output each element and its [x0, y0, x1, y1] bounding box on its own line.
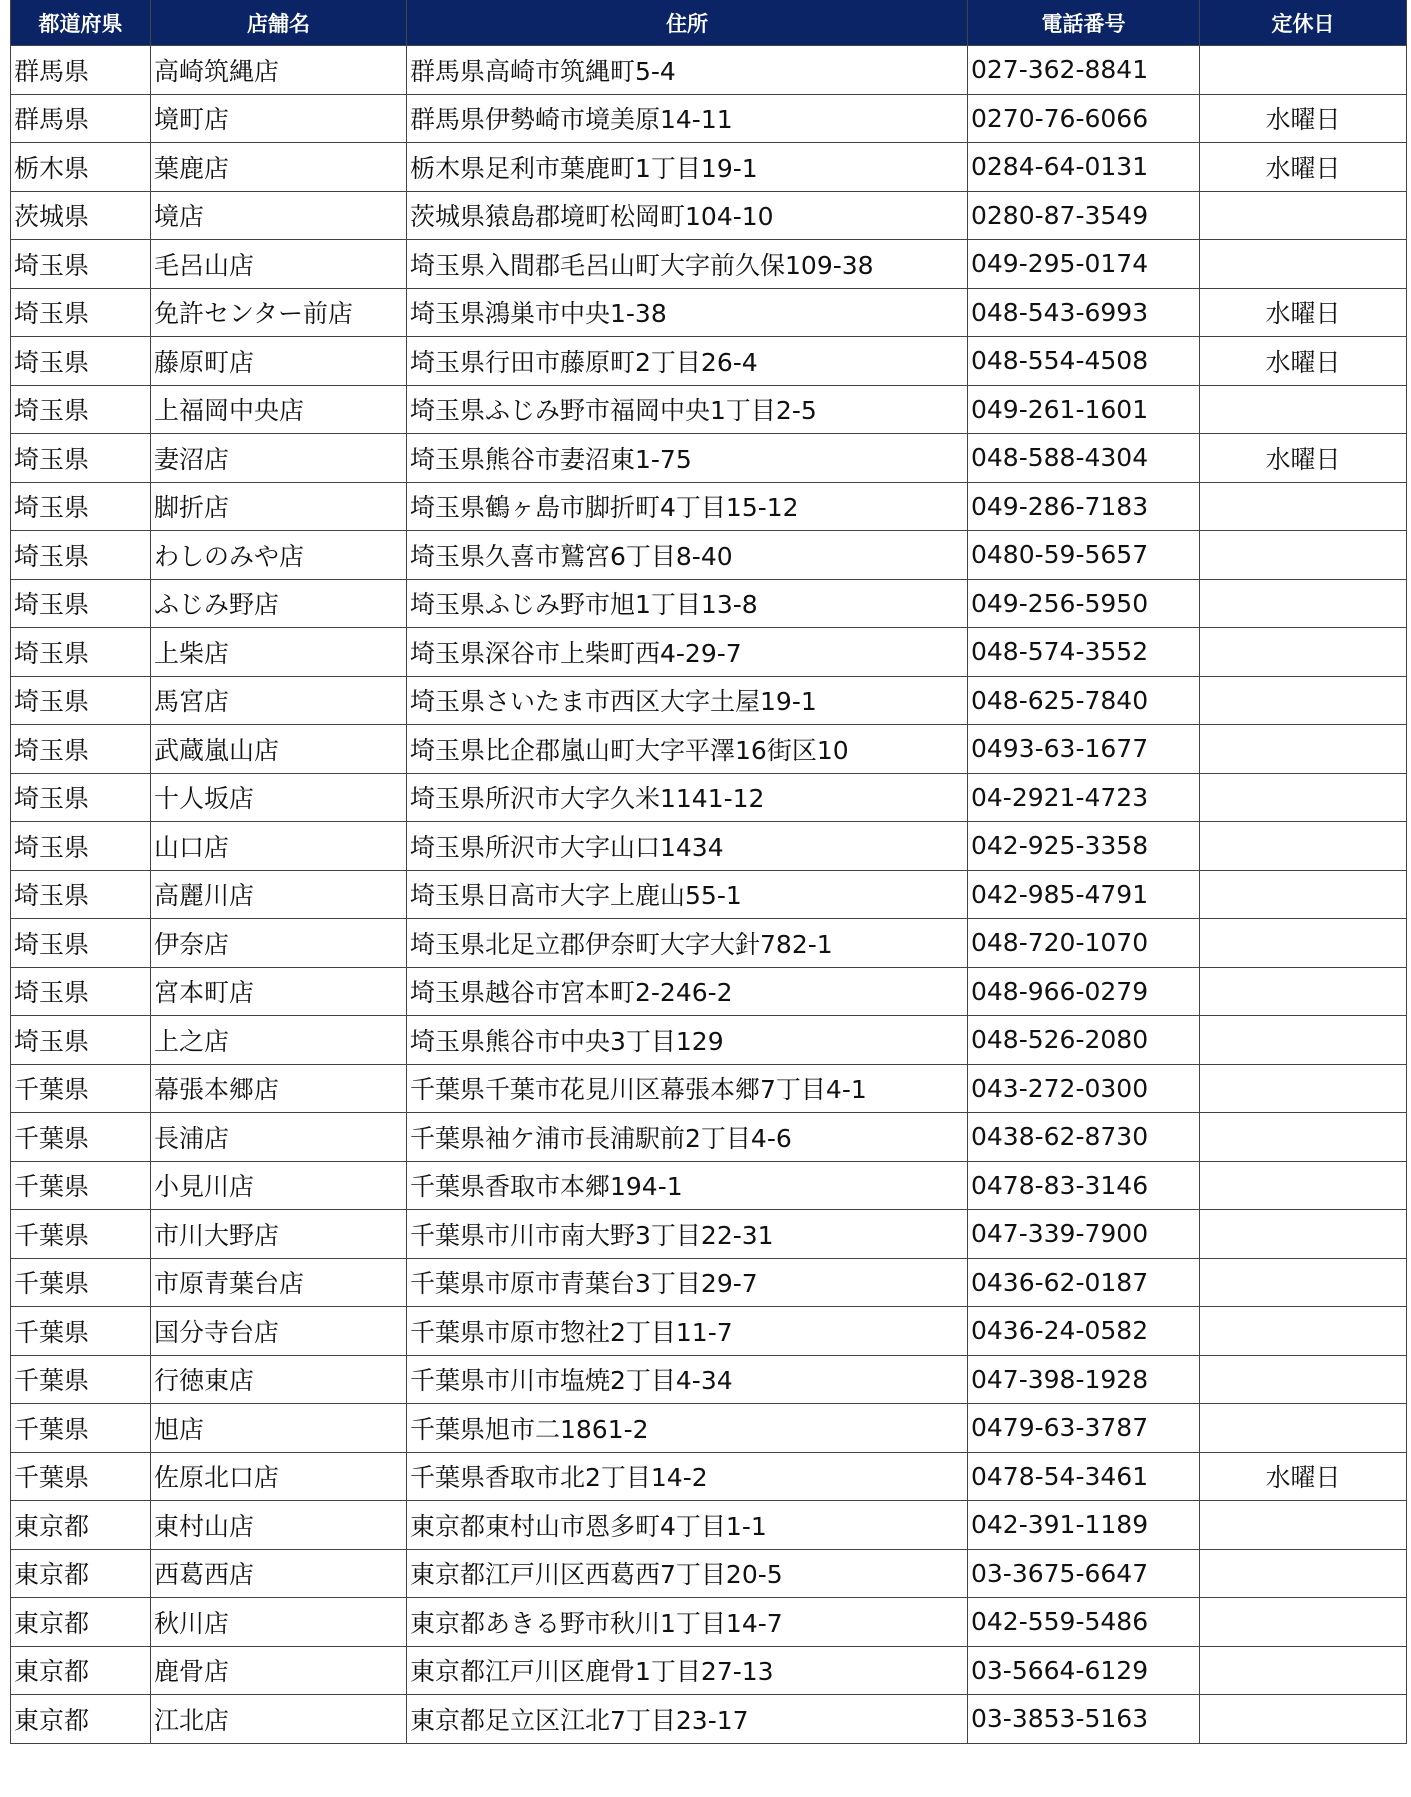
prefecture-cell: 埼玉県 [11, 240, 151, 289]
store-name-cell: 秋川店 [151, 1598, 407, 1647]
phone-cell: 0438-62-8730 [968, 1113, 1200, 1162]
header-address: 住所 [407, 0, 968, 46]
phone-cell: 049-256-5950 [968, 579, 1200, 628]
table-row [11, 1646, 1407, 1695]
address-cell: 千葉県千葉市花見川区幕張本郷7丁目4-1 [407, 1064, 968, 1113]
table-row [11, 725, 1407, 774]
address-cell: 東京都江戸川区鹿骨1丁目27-13 [407, 1646, 968, 1695]
table-row [11, 385, 1407, 434]
table-row [11, 434, 1407, 483]
holiday-cell [1200, 1549, 1407, 1598]
address-cell: 千葉県香取市北2丁目14-2 [407, 1452, 968, 1501]
store-name-cell: 境町店 [151, 94, 407, 143]
phone-cell: 043-272-0300 [968, 1064, 1200, 1113]
phone-cell: 0480-59-5657 [968, 531, 1200, 580]
store-name-cell: 葉鹿店 [151, 143, 407, 192]
holiday-cell [1200, 191, 1407, 240]
address-cell: 埼玉県ふじみ野市旭1丁目13-8 [407, 579, 968, 628]
store-table [10, 0, 1407, 1744]
address-cell: 東京都東村山市恩多町4丁目1-1 [407, 1501, 968, 1550]
store-name-cell: 鹿骨店 [151, 1646, 407, 1695]
address-cell: 東京都江戸川区西葛西7丁目20-5 [407, 1549, 968, 1598]
prefecture-cell: 千葉県 [11, 1210, 151, 1259]
table-row [11, 531, 1407, 580]
phone-cell: 0493-63-1677 [968, 725, 1200, 774]
holiday-cell [1200, 725, 1407, 774]
phone-cell: 048-625-7840 [968, 676, 1200, 725]
phone-cell: 0436-62-0187 [968, 1258, 1200, 1307]
holiday-cell [1200, 1210, 1407, 1259]
prefecture-cell: 埼玉県 [11, 919, 151, 968]
holiday-cell [1200, 1307, 1407, 1356]
store-name-cell: 市川大野店 [151, 1210, 407, 1259]
prefecture-cell: 埼玉県 [11, 288, 151, 337]
address-cell: 千葉県袖ケ浦市長浦駅前2丁目4-6 [407, 1113, 968, 1162]
prefecture-cell: 埼玉県 [11, 773, 151, 822]
phone-cell: 047-339-7900 [968, 1210, 1200, 1259]
prefecture-cell: 千葉県 [11, 1258, 151, 1307]
table-row [11, 191, 1407, 240]
phone-cell: 03-5664-6129 [968, 1646, 1200, 1695]
store-name-cell: 上之店 [151, 1016, 407, 1065]
table-body [11, 46, 1407, 1744]
table-row [11, 1695, 1407, 1744]
table-row [11, 1452, 1407, 1501]
table-row [11, 822, 1407, 871]
store-name-cell: 幕張本郷店 [151, 1064, 407, 1113]
table-row [11, 240, 1407, 289]
store-name-cell: 市原青葉台店 [151, 1258, 407, 1307]
phone-cell: 048-543-6993 [968, 288, 1200, 337]
prefecture-cell: 群馬県 [11, 46, 151, 95]
address-cell: 千葉県旭市二1861-2 [407, 1404, 968, 1453]
prefecture-cell: 埼玉県 [11, 579, 151, 628]
address-cell: 東京都足立区江北7丁目23-17 [407, 1695, 968, 1744]
holiday-cell: 水曜日 [1200, 434, 1407, 483]
prefecture-cell: 千葉県 [11, 1113, 151, 1162]
phone-cell: 048-554-4508 [968, 337, 1200, 386]
prefecture-cell: 東京都 [11, 1598, 151, 1647]
holiday-cell [1200, 1501, 1407, 1550]
phone-cell: 048-588-4304 [968, 434, 1200, 483]
store-name-cell: 宮本町店 [151, 967, 407, 1016]
phone-cell: 03-3853-5163 [968, 1695, 1200, 1744]
phone-cell: 047-398-1928 [968, 1355, 1200, 1404]
address-cell: 埼玉県鶴ヶ島市脚折町4丁目15-12 [407, 482, 968, 531]
address-cell: 埼玉県日高市大字上鹿山55-1 [407, 870, 968, 919]
header-phone: 電話番号 [968, 0, 1200, 46]
prefecture-cell: 埼玉県 [11, 1016, 151, 1065]
table-row [11, 1016, 1407, 1065]
phone-cell: 0270-76-6066 [968, 94, 1200, 143]
address-cell: 埼玉県鴻巣市中央1-38 [407, 288, 968, 337]
phone-cell: 048-526-2080 [968, 1016, 1200, 1065]
store-name-cell: 境店 [151, 191, 407, 240]
address-cell: 埼玉県越谷市宮本町2-246-2 [407, 967, 968, 1016]
address-cell: 埼玉県さいたま市西区大字土屋19-1 [407, 676, 968, 725]
store-name-cell: 武蔵嵐山店 [151, 725, 407, 774]
table-row [11, 1598, 1407, 1647]
table-row [11, 1307, 1407, 1356]
address-cell: 茨城県猿島郡境町松岡町104-10 [407, 191, 968, 240]
holiday-cell [1200, 1404, 1407, 1453]
store-name-cell: 高麗川店 [151, 870, 407, 919]
phone-cell: 049-286-7183 [968, 482, 1200, 531]
address-cell: 埼玉県所沢市大字山口1434 [407, 822, 968, 871]
table-row [11, 1161, 1407, 1210]
table-row [11, 579, 1407, 628]
header-holiday: 定休日 [1200, 0, 1407, 46]
holiday-cell: 水曜日 [1200, 143, 1407, 192]
holiday-cell [1200, 773, 1407, 822]
holiday-cell [1200, 676, 1407, 725]
store-name-cell: 行徳東店 [151, 1355, 407, 1404]
holiday-cell [1200, 1161, 1407, 1210]
address-cell: 千葉県市原市惣社2丁目11-7 [407, 1307, 968, 1356]
prefecture-cell: 千葉県 [11, 1161, 151, 1210]
address-cell: 千葉県市原市青葉台3丁目29-7 [407, 1258, 968, 1307]
store-name-cell: 長浦店 [151, 1113, 407, 1162]
store-name-cell: 佐原北口店 [151, 1452, 407, 1501]
prefecture-cell: 埼玉県 [11, 967, 151, 1016]
store-name-cell: 旭店 [151, 1404, 407, 1453]
address-cell: 埼玉県比企郡嵐山町大字平澤16街区10 [407, 725, 968, 774]
holiday-cell [1200, 482, 1407, 531]
store-name-cell: 西葛西店 [151, 1549, 407, 1598]
address-cell: 埼玉県熊谷市妻沼東1-75 [407, 434, 968, 483]
holiday-cell [1200, 1064, 1407, 1113]
prefecture-cell: 埼玉県 [11, 725, 151, 774]
holiday-cell [1200, 628, 1407, 677]
prefecture-cell: 千葉県 [11, 1355, 151, 1404]
holiday-cell [1200, 1258, 1407, 1307]
table-row [11, 919, 1407, 968]
store-name-cell: ふじみ野店 [151, 579, 407, 628]
table-row [11, 1501, 1407, 1550]
holiday-cell: 水曜日 [1200, 337, 1407, 386]
phone-cell: 04-2921-4723 [968, 773, 1200, 822]
phone-cell: 042-391-1189 [968, 1501, 1200, 1550]
address-cell: 群馬県伊勢崎市境美原14-11 [407, 94, 968, 143]
prefecture-cell: 埼玉県 [11, 531, 151, 580]
table-row [11, 46, 1407, 95]
address-cell: 埼玉県北足立郡伊奈町大字大針782-1 [407, 919, 968, 968]
prefecture-cell: 埼玉県 [11, 822, 151, 871]
table-row [11, 1549, 1407, 1598]
phone-cell: 027-362-8841 [968, 46, 1200, 95]
holiday-cell [1200, 919, 1407, 968]
phone-cell: 042-925-3358 [968, 822, 1200, 871]
phone-cell: 048-966-0279 [968, 967, 1200, 1016]
prefecture-cell: 東京都 [11, 1501, 151, 1550]
holiday-cell [1200, 240, 1407, 289]
store-name-cell: 上柴店 [151, 628, 407, 677]
address-cell: 埼玉県ふじみ野市福岡中央1丁目2-5 [407, 385, 968, 434]
store-name-cell: 小見川店 [151, 1161, 407, 1210]
address-cell: 埼玉県深谷市上柴町西4-29-7 [407, 628, 968, 677]
table-row [11, 94, 1407, 143]
holiday-cell [1200, 1598, 1407, 1647]
holiday-cell: 水曜日 [1200, 288, 1407, 337]
store-name-cell: 毛呂山店 [151, 240, 407, 289]
phone-cell: 042-985-4791 [968, 870, 1200, 919]
prefecture-cell: 茨城県 [11, 191, 151, 240]
holiday-cell [1200, 1113, 1407, 1162]
store-name-cell: 伊奈店 [151, 919, 407, 968]
address-cell: 群馬県高崎市筑縄町5-4 [407, 46, 968, 95]
store-name-cell: 高崎筑縄店 [151, 46, 407, 95]
header-store-name: 店舗名 [151, 0, 407, 46]
prefecture-cell: 東京都 [11, 1695, 151, 1744]
prefecture-cell: 千葉県 [11, 1064, 151, 1113]
table-row [11, 143, 1407, 192]
address-cell: 千葉県香取市本郷194-1 [407, 1161, 968, 1210]
store-name-cell: 十人坂店 [151, 773, 407, 822]
prefecture-cell: 埼玉県 [11, 870, 151, 919]
store-name-cell: 上福岡中央店 [151, 385, 407, 434]
phone-cell: 049-261-1601 [968, 385, 1200, 434]
phone-cell: 03-3675-6647 [968, 1549, 1200, 1598]
prefecture-cell: 埼玉県 [11, 482, 151, 531]
address-cell: 千葉県市川市塩焼2丁目4-34 [407, 1355, 968, 1404]
address-cell: 埼玉県行田市藤原町2丁目26-4 [407, 337, 968, 386]
address-cell: 東京都あきる野市秋川1丁目14-7 [407, 1598, 968, 1647]
header-prefecture: 都道府県 [11, 0, 151, 46]
holiday-cell [1200, 870, 1407, 919]
table-row [11, 1258, 1407, 1307]
holiday-cell [1200, 967, 1407, 1016]
prefecture-cell: 東京都 [11, 1646, 151, 1695]
table-row [11, 773, 1407, 822]
table-row [11, 288, 1407, 337]
table-row [11, 1064, 1407, 1113]
address-cell: 栃木県足利市葉鹿町1丁目19-1 [407, 143, 968, 192]
prefecture-cell: 千葉県 [11, 1307, 151, 1356]
prefecture-cell: 埼玉県 [11, 628, 151, 677]
address-cell: 埼玉県熊谷市中央3丁目129 [407, 1016, 968, 1065]
holiday-cell [1200, 1355, 1407, 1404]
table-row [11, 1210, 1407, 1259]
holiday-cell [1200, 46, 1407, 95]
table-header [11, 0, 1407, 46]
store-name-cell: わしのみや店 [151, 531, 407, 580]
table-row [11, 1404, 1407, 1453]
table-row [11, 676, 1407, 725]
store-name-cell: 国分寺台店 [151, 1307, 407, 1356]
phone-cell: 0478-54-3461 [968, 1452, 1200, 1501]
prefecture-cell: 埼玉県 [11, 434, 151, 483]
table-row [11, 628, 1407, 677]
header-row [11, 0, 1407, 46]
prefecture-cell: 群馬県 [11, 94, 151, 143]
phone-cell: 0479-63-3787 [968, 1404, 1200, 1453]
holiday-cell [1200, 531, 1407, 580]
prefecture-cell: 栃木県 [11, 143, 151, 192]
store-name-cell: 東村山店 [151, 1501, 407, 1550]
table-row [11, 337, 1407, 386]
phone-cell: 048-574-3552 [968, 628, 1200, 677]
table-row [11, 870, 1407, 919]
address-cell: 埼玉県久喜市鷲宮6丁目8-40 [407, 531, 968, 580]
store-list [10, 0, 1406, 1744]
phone-cell: 0478-83-3146 [968, 1161, 1200, 1210]
store-name-cell: 藤原町店 [151, 337, 407, 386]
store-name-cell: 脚折店 [151, 482, 407, 531]
address-cell: 埼玉県入間郡毛呂山町大字前久保109-38 [407, 240, 968, 289]
phone-cell: 049-295-0174 [968, 240, 1200, 289]
prefecture-cell: 埼玉県 [11, 676, 151, 725]
prefecture-cell: 千葉県 [11, 1404, 151, 1453]
address-cell: 埼玉県所沢市大字久米1141-12 [407, 773, 968, 822]
holiday-cell [1200, 822, 1407, 871]
holiday-cell [1200, 1695, 1407, 1744]
phone-cell: 042-559-5486 [968, 1598, 1200, 1647]
store-name-cell: 妻沼店 [151, 434, 407, 483]
store-name-cell: 馬宮店 [151, 676, 407, 725]
holiday-cell [1200, 1646, 1407, 1695]
holiday-cell: 水曜日 [1200, 94, 1407, 143]
address-cell: 千葉県市川市南大野3丁目22-31 [407, 1210, 968, 1259]
store-name-cell: 免許センター前店 [151, 288, 407, 337]
table-row [11, 967, 1407, 1016]
store-name-cell: 山口店 [151, 822, 407, 871]
phone-cell: 0280-87-3549 [968, 191, 1200, 240]
phone-cell: 048-720-1070 [968, 919, 1200, 968]
holiday-cell: 水曜日 [1200, 1452, 1407, 1501]
prefecture-cell: 千葉県 [11, 1452, 151, 1501]
holiday-cell [1200, 579, 1407, 628]
table-row [11, 482, 1407, 531]
holiday-cell [1200, 385, 1407, 434]
holiday-cell [1200, 1016, 1407, 1065]
prefecture-cell: 埼玉県 [11, 337, 151, 386]
table-row [11, 1355, 1407, 1404]
prefecture-cell: 東京都 [11, 1549, 151, 1598]
store-name-cell: 江北店 [151, 1695, 407, 1744]
prefecture-cell: 埼玉県 [11, 385, 151, 434]
phone-cell: 0284-64-0131 [968, 143, 1200, 192]
table-row [11, 1113, 1407, 1162]
phone-cell: 0436-24-0582 [968, 1307, 1200, 1356]
